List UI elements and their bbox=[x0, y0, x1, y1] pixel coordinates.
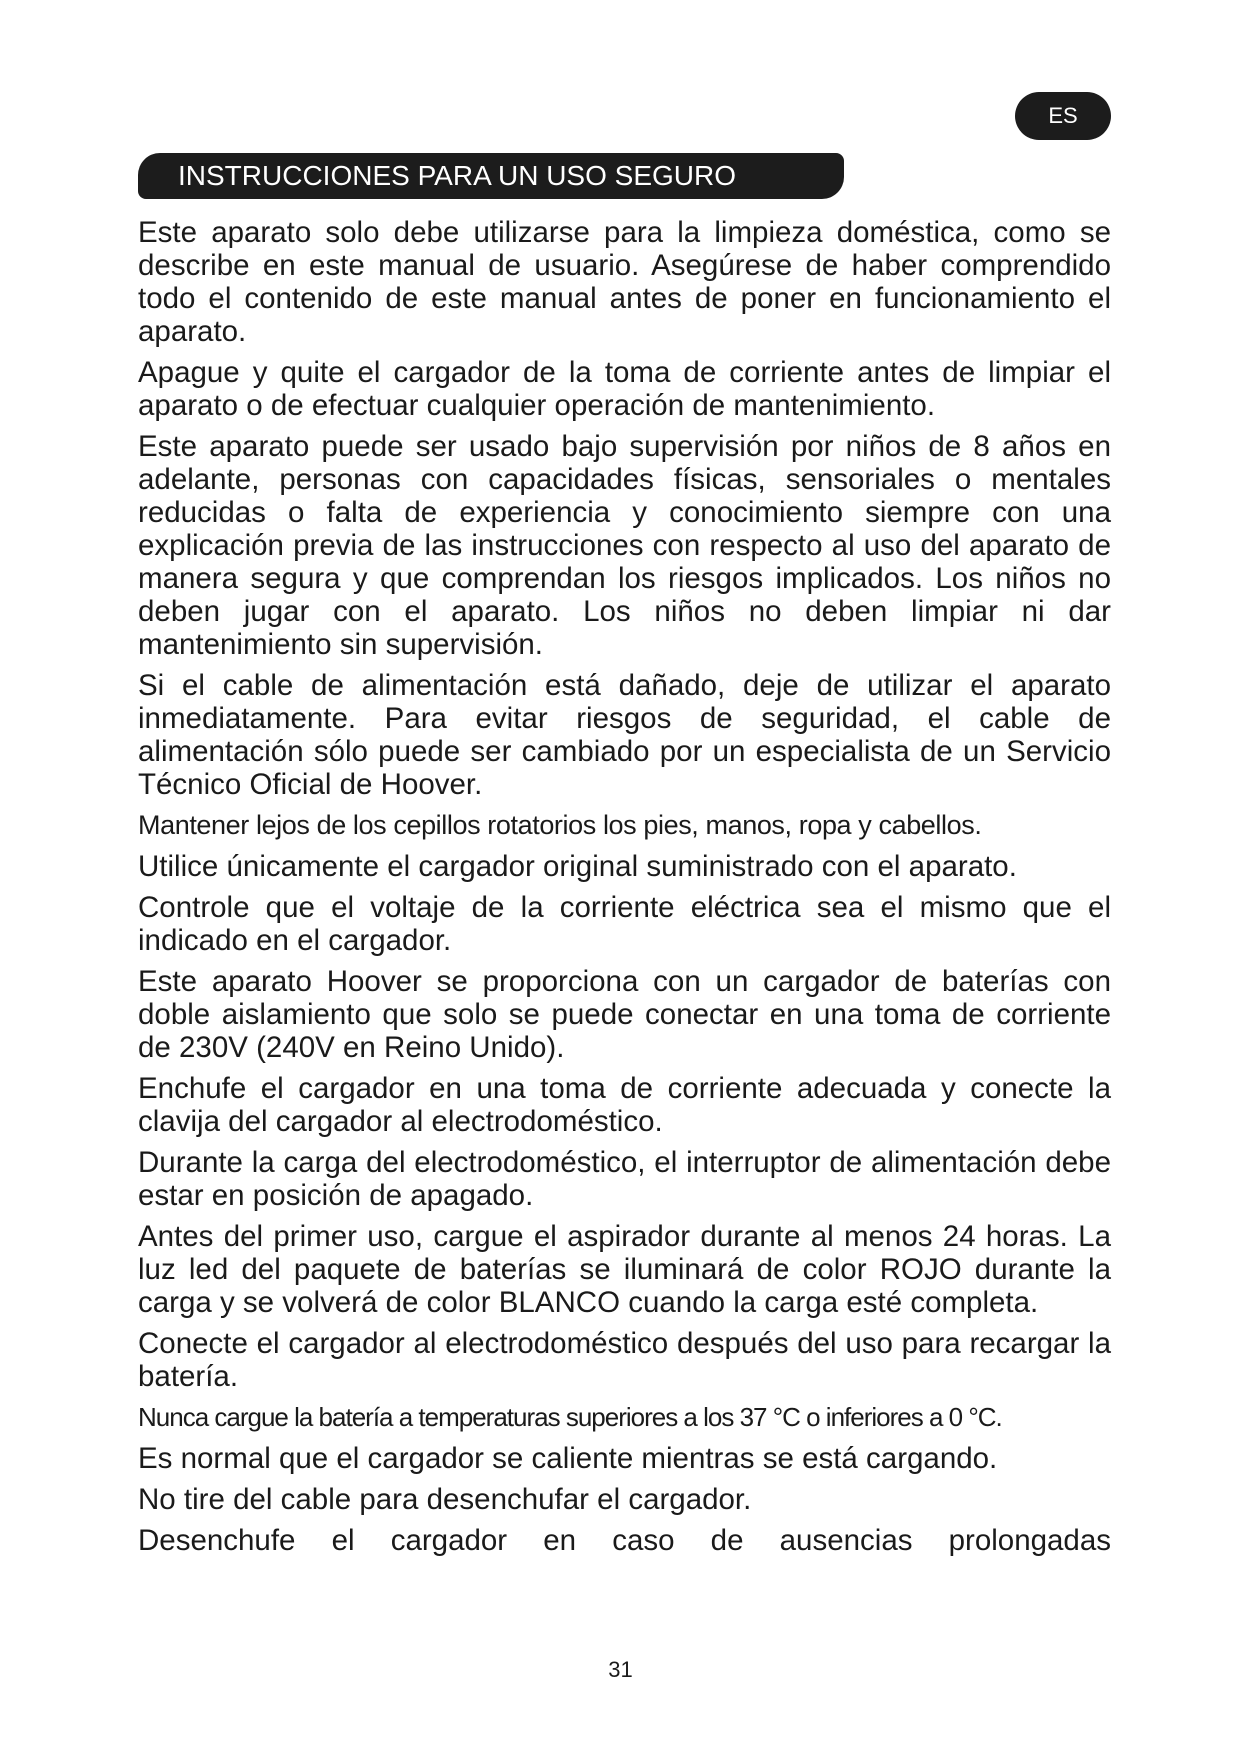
paragraph-switch-off-while-charging: Durante la carga del electrodoméstico, el interruptor de alimentación debe estar en posición de apagado. bbox=[138, 1146, 1111, 1212]
paragraph-children-supervision: Este aparato puede ser usado bajo supervisión por niños de 8 años en adelante, personas con capacidades físicas, sensoriales o mentales reducidas o falta de experiencia y conocimiento siempre con una explicación previa de las instrucciones con respecto al uso del aparato de manera segura y que comprendan los riesgos implicados. Los niños no deben jugar con el aparato. Los niños no deben limpiar ni dar mantenimiento sin supervisión. bbox=[138, 430, 1111, 661]
paragraph-unplug-absence: Desenchufe el cargador en caso de ausencias prolongadas bbox=[138, 1524, 1111, 1557]
paragraph-unplug-before-cleaning: Apague y quite el cargador de la toma de corriente antes de limpiar el aparato o de efectuar cualquier operación de mantenimiento. bbox=[138, 356, 1111, 422]
paragraph-first-charge: Antes del primer uso, cargue el aspirador durante al menos 24 horas. La luz led del paquete de baterías se iluminará de color ROJO durante la carga y se volverá de color BLANCO cuando la carga esté completa. bbox=[138, 1220, 1111, 1319]
language-badge: ES bbox=[1015, 92, 1111, 140]
section-title: INSTRUCCIONES PARA UN USO SEGURO bbox=[138, 153, 844, 199]
paragraph-double-insulation: Este aparato Hoover se proporciona con un cargador de baterías con doble aislamiento que solo se puede conectar en una toma de corriente de 230V (240V en Reino Unido). bbox=[138, 965, 1111, 1064]
instructions-body bbox=[138, 216, 1111, 1565]
paragraph-original-charger: Utilice únicamente el cargador original suministrado con el aparato. bbox=[138, 850, 1017, 883]
page-number: 31 bbox=[608, 1657, 633, 1682]
paragraph-rotating-brushes: Mantener lejos de los cepillos rotatorios los pies, manos, ropa y cabellos. bbox=[138, 810, 982, 840]
paragraph-plug-in-charger: Enchufe el cargador en una toma de corriente adecuada y conecte la clavija del cargador al electrodoméstico. bbox=[138, 1072, 1111, 1138]
paragraph-intended-use: Este aparato solo debe utilizarse para la limpieza doméstica, como se describe en este manual de usuario. Asegúrese de haber comprendido todo el contenido de este manual antes de poner en funcionamiento el aparato. bbox=[138, 216, 1111, 348]
paragraph-recharge-after-use: Conecte el cargador al electrodoméstico después del uso para recargar la batería. bbox=[138, 1327, 1111, 1393]
paragraph-check-voltage: Controle que el voltaje de la corriente eléctrica sea el mismo que el indicado en el cargador. bbox=[138, 891, 1111, 957]
paragraph-do-not-pull-cable: No tire del cable para desenchufar el cargador. bbox=[138, 1483, 752, 1516]
paragraph-charger-warm: Es normal que el cargador se caliente mientras se está cargando. bbox=[138, 1442, 998, 1475]
paragraph-charging-temperature: Nunca cargue la batería a temperaturas superiores a los 37 °C o inferiores a 0 °C. bbox=[138, 1402, 1002, 1432]
paragraph-damaged-cable: Si el cable de alimentación está dañado, deje de utilizar el aparato inmediatamente. Para evitar riesgos de seguridad, el cable de alimentación sólo puede ser cambiado por un especialista de un Servicio Técnico Oficial de Hoover. bbox=[138, 669, 1111, 801]
